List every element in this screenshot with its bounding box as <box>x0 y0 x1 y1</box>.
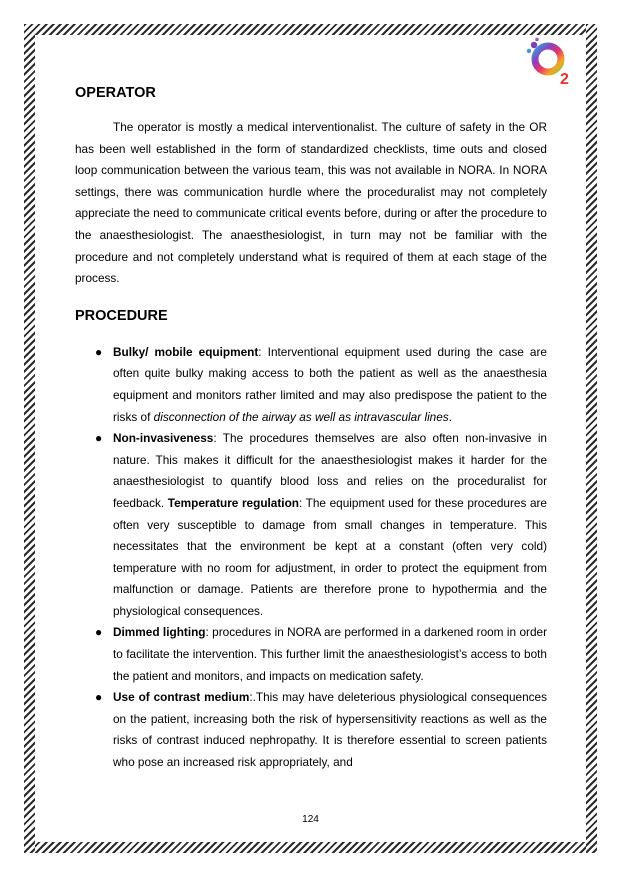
bullet-term: Use of contrast medium <box>113 690 250 705</box>
bullet-text-secondary: : The equipment used for these procedures are often very susceptible to damage from small changes in temperature. This necessitates that the environment be kept at a constant (often very cold) temperature with no room for adjustment, in order to protect the equipment from malfunction or damage. Patients are therefore prone to hypothermia and the physiological consequences. <box>113 495 547 618</box>
bullet-end: . <box>448 409 452 424</box>
procedure-bullet-list <box>75 342 547 774</box>
heading-procedure: PROCEDURE <box>75 307 168 324</box>
bullet-term: Dimmed lighting <box>113 625 206 640</box>
page-border-bottom <box>24 842 597 853</box>
bullet-term: Bulky/ mobile equipment <box>113 344 259 359</box>
bullet-dot-icon: ● <box>95 625 103 640</box>
bullet-text: :.This may have deleterious physiological consequences on the patient, increasing both the risk of hypersensitivity reactions as well as the risks of contrast induced nephropathy. It is therefore essential to screen patients who pose an increased risk appropriately, and <box>113 690 547 770</box>
page-border-top <box>24 24 597 35</box>
operator-paragraph: The operator is mostly a medical interventionalist. The culture of safety in the OR has been well established in the form of standardized checklists, time outs and closed loop communication between the various team, this was not available in NORA. In NORA settings, there was communication hurdle where the proceduralist may not completely appreciate the need to communicate critical events before, during or after the procedure to the anaesthesiologist. The anaesthesiologist, in turn may not be familiar with the procedure and not completely understand what is required of them at each stage of the process. <box>75 120 547 286</box>
o2-logo-icon <box>524 36 578 88</box>
bullet-dot-icon: ● <box>95 431 103 446</box>
bullet-item-dimmed-lighting <box>75 622 547 687</box>
page-number: 124 <box>302 814 319 825</box>
bullet-text: : The procedures themselves are also often non-invasive in nature. This makes it difficult for the anaesthesiologist makes it harder for the anaesthesiologist to quantify blood loss and relies on the proceduralist for feedback. <box>113 431 547 510</box>
bullet-item-contrast-medium <box>75 687 547 773</box>
bullet-dot-icon: ● <box>95 690 103 705</box>
bullet-term-secondary: Temperature regulation <box>167 495 299 510</box>
bullet-italic-text: disconnection of the airway as well as intravascular lines <box>153 409 449 424</box>
page-border-right <box>586 24 597 853</box>
bullet-text: : Interventional equipment used during the case are often quite bulky making access to both the patient as well as the anaesthesia equipment and monitors rather limited and may also predispose the patient to the risks of <box>113 344 547 424</box>
o2-logo-subscript: 2 <box>560 71 569 88</box>
bullet-dot-icon: ● <box>95 344 103 359</box>
heading-operator: OPERATOR <box>75 85 156 101</box>
bullet-item-bulky-equipment <box>75 342 547 428</box>
bullet-item-non-invasiveness <box>75 428 547 622</box>
page-border-left <box>24 24 35 853</box>
bullet-term: Non-invasiveness <box>113 431 214 446</box>
bullet-text: : procedures in NORA are performed in a darkened room in order to facilitate the intervention. This further limit the anaesthesiologist’s access to both the patient and monitors, and impacts on medication safety. <box>113 625 548 683</box>
page-content <box>75 84 547 774</box>
